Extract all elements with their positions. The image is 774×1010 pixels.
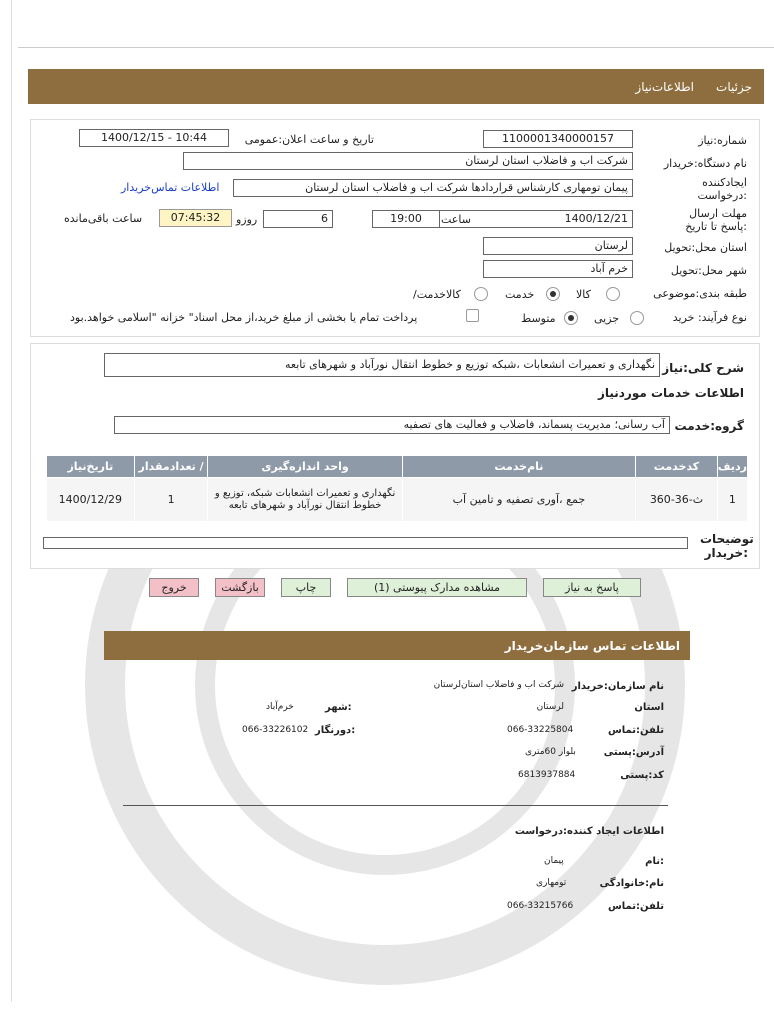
radio-goods[interactable] — [606, 287, 620, 301]
announce-label: تاریخ و ساعت اعلان:عمومی — [244, 133, 374, 146]
main-header — [28, 69, 764, 104]
contact-divider — [123, 805, 668, 806]
buyer-label: نام دستگاه:خریدار — [663, 157, 747, 170]
exit-button[interactable]: خروج — [149, 578, 199, 597]
announce-field: 1400/12/15 - 10:44 — [79, 129, 229, 147]
col-row: ردیف — [717, 456, 747, 478]
remaining-time-field: 07:45:32 — [159, 209, 232, 227]
left-border — [11, 0, 12, 1002]
view-docs-button[interactable]: مشاهده مدارک پیوستی (1) — [347, 578, 527, 597]
col-code: کدخدمت — [636, 456, 718, 478]
phone-label: تلفن:تماس — [607, 725, 664, 736]
service-label: خدمت — [505, 288, 535, 301]
fax-value: 066-33226102 — [242, 725, 309, 735]
print-button[interactable]: چاپ — [281, 578, 331, 597]
top-divider — [18, 47, 774, 48]
time-label: ساعت — [441, 213, 471, 226]
address-label: آدرس:پستی — [603, 747, 664, 758]
need-number-field: 1100001340000157 — [483, 130, 633, 148]
creator-field: پیمان تومهاری کارشناس قراردادها شرکت اب و فاضلاب استان لرستان — [233, 179, 633, 197]
partial-label: جزیی — [594, 312, 620, 325]
medium-label: متوسط — [521, 312, 556, 325]
goods-service-label: /کالاخدمت — [413, 288, 461, 301]
services-title: اطلاعات خدمات موردنیاز — [597, 386, 744, 400]
category-label: طبقه بندی:موضوعی — [653, 287, 747, 300]
province-contact-label: استان — [634, 702, 664, 713]
group-label: گروه:خدمت — [674, 419, 744, 433]
need-number-label: شماره:نیاز — [698, 134, 747, 147]
goods-label: کالا — [576, 288, 591, 301]
desc-field: نگهداری و تعمیرات انشعابات ،شبکه توزیع و خطوط انتقال نورآباد و شهرهای تابعه — [104, 353, 660, 377]
table-row — [47, 478, 748, 522]
cell-unit: نگهداری و تعمیرات انشعابات شبکه، توزیع و خطوط انتقال نورآباد و شهرهای تابعه — [208, 478, 402, 522]
cell-row: 1 — [717, 478, 747, 522]
province-field: لرستان — [483, 237, 633, 255]
tab-details[interactable]: جزئیات — [716, 80, 752, 94]
deadline-date-field: 1400/12/21 — [372, 210, 633, 228]
process-label: نوع فرآیند: خرید — [672, 311, 747, 324]
remaining-label: ساعت باقی‌مانده — [64, 212, 143, 225]
group-field: آب رسانی؛ مدیریت پسماند، فاضلاب و فعالیت های تصفیه — [114, 416, 670, 434]
contact-header — [104, 631, 690, 660]
city-field: خرم آباد — [483, 260, 633, 278]
cell-quantity: 1 — [134, 478, 208, 522]
deadline-label: مهلت ارسال :پاسخ تا تاریخ — [685, 207, 747, 233]
buyer-field: شرکت اب و فاضلاب استان لرستان — [183, 152, 633, 170]
radio-goods-service[interactable] — [474, 287, 488, 301]
postal-label: کد:پستی — [620, 770, 664, 781]
col-service-name: نام‌خدمت — [402, 456, 636, 478]
cell-need-date: 1400/12/29 — [47, 478, 135, 522]
payment-checkbox[interactable] — [466, 309, 479, 322]
creator-phone-value: 066-33215766 — [507, 901, 574, 911]
org-label: نام سازمان:خریدار — [571, 681, 664, 692]
back-button[interactable]: بازگشت — [215, 578, 265, 597]
payment-note: پرداخت تمام یا بخشی از مبلغ خرید،از محل اسناد" خزانه "اسلامی خواهد.بود — [70, 311, 418, 324]
creator-phone-label: تلفن:تماس — [607, 901, 664, 912]
name-label: نام: — [645, 856, 664, 867]
reply-button[interactable]: پاسخ به نیاز — [543, 578, 641, 597]
cell-service-name: جمع ،آوری تصفیه و تامین آب — [402, 478, 636, 522]
cell-code: ث-36-360 — [636, 478, 718, 522]
contact-buyer-link[interactable]: اطلاعات تماس‌خریدار — [121, 181, 220, 194]
deadline-time-field: 19:00 — [372, 210, 440, 228]
city-label: شهر محل:تحویل — [670, 264, 747, 277]
desc-label: شرح کلی:نیاز — [662, 361, 744, 375]
family-value: تومهاری — [536, 878, 567, 888]
days-label: روزو — [236, 213, 258, 226]
col-quantity: / تعدادمقدار — [134, 456, 208, 478]
creator-label: ایجادکننده درخواست: — [697, 176, 747, 202]
postal-value: 6813937884 — [518, 770, 576, 780]
creator-info-title: اطلاعات ایجاد کننده:درخواست — [514, 826, 664, 837]
days-field: 6 — [263, 210, 333, 228]
province-label: استان محل:تحویل — [664, 241, 747, 254]
radio-service[interactable] — [546, 287, 560, 301]
services-table — [46, 455, 748, 522]
city-contact-label: شهر: — [325, 702, 352, 713]
radio-partial[interactable] — [630, 311, 644, 325]
address-value: بلوار 60متری — [525, 747, 576, 757]
fax-label: دورنگار: — [315, 725, 356, 736]
name-value: پیمان — [544, 856, 564, 866]
tab-need-info[interactable]: اطلاعات‌نیاز — [635, 80, 694, 94]
notes-field — [43, 537, 688, 549]
org-value: شرکت اب و فاضلاب استان‌لرستان — [433, 680, 564, 690]
family-label: نام:خانوادگی — [599, 878, 664, 889]
col-need-date: تاریخ‌نیاز — [47, 456, 135, 478]
city-contact-value: خرم‌آباد — [266, 702, 294, 712]
province-contact-value: لرستان — [536, 702, 564, 712]
phone-value: 066-33225804 — [507, 725, 574, 735]
radio-medium[interactable] — [564, 311, 578, 325]
contact-title: اطلاعات تماس سازمان‌خریدار — [504, 639, 680, 653]
col-unit: واحد اندازه‌گیری — [208, 456, 402, 478]
notes-label: توضیحات :خریدار — [700, 532, 754, 560]
